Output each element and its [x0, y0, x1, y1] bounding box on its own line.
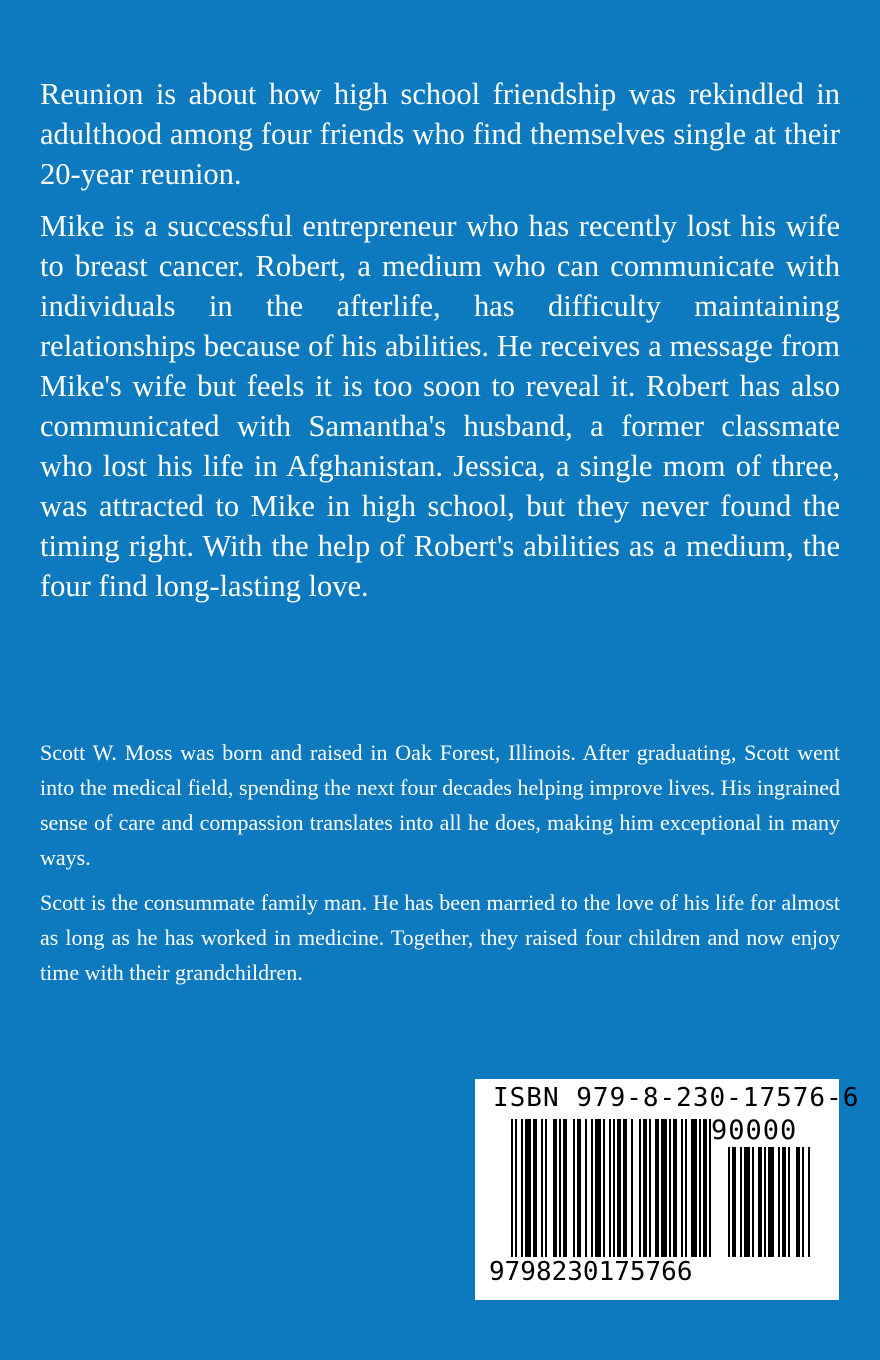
book-blurb — [40, 74, 840, 618]
barcode-digits: 9798230175766 — [489, 1257, 693, 1287]
barcode-bar — [511, 1119, 513, 1257]
barcode-bar — [617, 1119, 621, 1257]
barcode-bar — [643, 1119, 647, 1257]
barcode-bar — [661, 1119, 667, 1257]
barcode-bar — [691, 1119, 697, 1257]
barcode-bar — [559, 1119, 561, 1257]
barcode-bar — [778, 1147, 780, 1257]
barcode-bar — [685, 1119, 687, 1257]
barcode-bar — [764, 1147, 766, 1257]
barcode-bar — [802, 1147, 804, 1257]
isbn-barcode — [475, 1079, 860, 1300]
author-bio — [40, 735, 840, 1000]
barcode-bar — [585, 1119, 587, 1257]
barcode-bar — [699, 1119, 701, 1257]
barcode-bar — [732, 1147, 736, 1257]
barcode-bar — [623, 1119, 627, 1257]
barcode-bar — [595, 1119, 601, 1257]
isbn-label: ISBN 979-8-230-17576-6 — [493, 1083, 860, 1113]
barcode-bar — [613, 1119, 615, 1257]
barcode-bar — [655, 1119, 659, 1257]
barcode-bar — [796, 1147, 800, 1257]
barcode-bar — [591, 1119, 593, 1257]
barcode-bar — [669, 1119, 671, 1257]
blurb-paragraph-1: Reunion is about how high school friendship was rekindled in adulthood among four friends who find themselves single at their 20-year reunion. — [40, 77, 840, 191]
blurb-paragraph-2: Mike is a successful entrepreneur who has recently lost his wife to breast cancer. Robert, a medium who can communicate with individuals in the afterlife, has difficulty maintaining relationships because of his abilities. He receives a message from Mike's wife but feels it is too soon to reveal it. Robert has also communicated with Samantha's husband, a former classmate who lost his life in Afghanistan. Jessica, a single mom of three, was attracted to Mike in high school, but they never found the timing right. With the help of Robert's abilities as a medium, the four find long-lasting love. — [40, 209, 840, 603]
barcode-bar — [525, 1119, 531, 1257]
barcode-bar — [541, 1119, 543, 1257]
barcode-bar — [782, 1147, 786, 1257]
barcode-bar — [515, 1119, 517, 1257]
barcode-bar — [545, 1119, 547, 1257]
barcode-bar — [533, 1119, 537, 1257]
barcode-bar — [728, 1147, 730, 1257]
barcode-bar — [577, 1119, 581, 1257]
barcode-bar — [788, 1147, 790, 1257]
barcode-bar — [681, 1119, 683, 1257]
barcode-bar — [563, 1119, 567, 1257]
barcode-bar — [573, 1119, 575, 1257]
barcode-bar — [768, 1147, 774, 1257]
barcode-bar — [639, 1119, 641, 1257]
price-code: 90000 — [711, 1115, 798, 1146]
barcode-bar — [752, 1147, 754, 1257]
barcode-bar — [673, 1119, 677, 1257]
barcode-bar — [740, 1147, 742, 1257]
barcode-bar — [553, 1119, 557, 1257]
addon-barcode-bars — [728, 1147, 823, 1257]
barcode-bar — [709, 1119, 711, 1257]
barcode-bar — [744, 1147, 750, 1257]
barcode-bar — [649, 1119, 651, 1257]
barcode-bars — [511, 1119, 711, 1257]
barcode-bar — [521, 1119, 523, 1257]
barcode-bar — [631, 1119, 633, 1257]
barcode-bar — [808, 1147, 810, 1257]
bio-paragraph-1: Scott W. Moss was born and raised in Oak Forest, Illinois. After graduating, Scott went into the medical field, spending the next four decades helping improve lives. His ingrained sense of care and compassion translates into all he does, making him exceptional in many ways. — [40, 740, 840, 870]
bio-paragraph-2: Scott is the consummate family man. He has been married to the love of his life for almost as long as he has worked in medicine. Together, they raised four children and now enjoy time with their grandchildren. — [40, 890, 840, 985]
barcode-bar — [603, 1119, 605, 1257]
barcode-bar — [609, 1119, 611, 1257]
barcode-bar — [758, 1147, 762, 1257]
barcode-bar — [703, 1119, 707, 1257]
